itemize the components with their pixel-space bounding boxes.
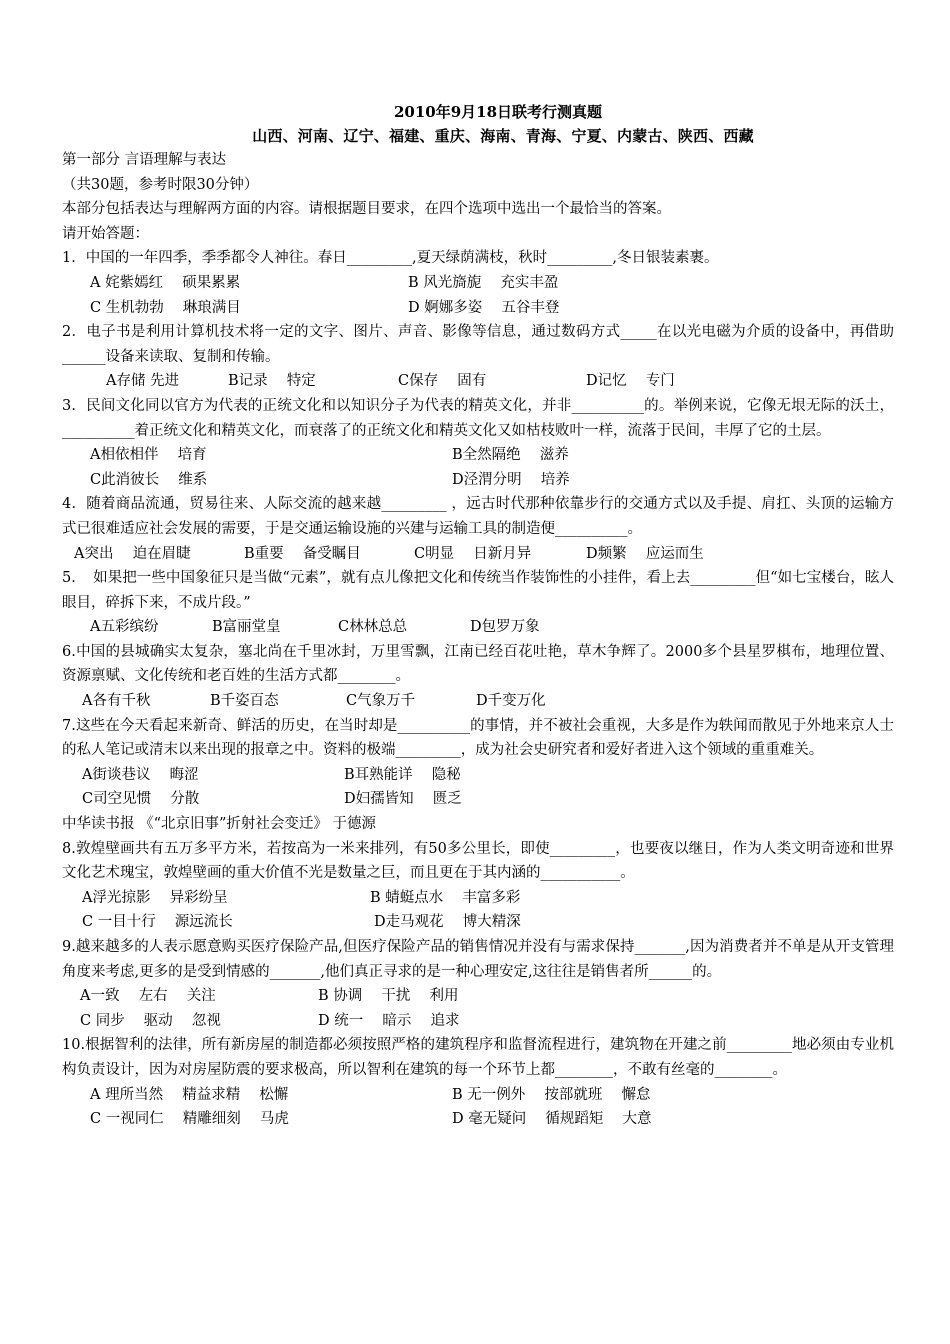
question-9-text: 9.越来越多的人表示愿意购买医疗保险产品,但医疗保险产品的销售情况并没有与需求保持_______,因为消费者并不单是从开支管理角度来考虑,更多的是受到情感的_______,他们真正寻求的是一种心理安定,这往往是销售者所______的。 (62, 939, 894, 980)
option-c: C保存 固有 (398, 373, 487, 390)
option-c: C司空见惯 分散 (82, 791, 200, 808)
option-c: C林林总总 (338, 619, 408, 636)
question-9-options-row2 (62, 1009, 894, 1034)
question-7-options-row1 (62, 763, 894, 788)
part-heading: 第一部分 言语理解与表达 (62, 152, 227, 168)
option-b: B耳熟能详 隐秘 (344, 766, 461, 783)
option-c: C明显 日新月异 (414, 545, 532, 562)
option-d: D包罗万象 (470, 619, 540, 636)
option-a: A五彩缤纷 (90, 619, 159, 636)
option-c: C 一目十行 源远流长 (82, 914, 233, 931)
option-b: B 无一例外 按部就班 懈怠 (452, 1086, 651, 1103)
option-a: A相依相伴 培育 (90, 447, 207, 464)
option-a: A街谈巷议 晦涩 (82, 766, 199, 783)
option-d: D泾渭分明 培养 (452, 471, 570, 488)
question-8-options-row2 (62, 910, 894, 935)
option-b: B 蜻蜓点水 丰富多彩 (370, 889, 521, 906)
question-1-options-row2 (62, 296, 894, 321)
option-a: A突出 迫在眉睫 (74, 545, 191, 562)
option-b: B 风光旖旎 充实丰盈 (408, 274, 559, 291)
document-subtitle: 山西、河南、辽宁、福建、重庆、海南、青海、宁夏、内蒙古、陕西、西藏 (252, 127, 754, 145)
option-d: D记忆 专门 (586, 373, 675, 390)
option-d: D千变万化 (476, 693, 546, 710)
option-c: C 一视同仁 精雕细刻 马虎 (90, 1111, 289, 1128)
option-d: D 婀娜多姿 五谷丰登 (408, 299, 560, 316)
option-a: A各有千秋 (82, 693, 151, 710)
question-1-text: 1．中国的一年四季，季季都令人神往。春日_________,夏天绿荫满枝，秋时_________,冬日银装素裹。 (62, 250, 719, 267)
question-7-options-row2 (62, 787, 894, 812)
option-a: A 姹紫嫣红 硕果累累 (90, 274, 241, 291)
option-b: B富丽堂皇 (212, 619, 281, 636)
question-2-options (62, 369, 894, 394)
question-6-options (62, 689, 894, 714)
question-3-text: 3．民间文化同以官方为代表的正统文化和以知识分子为代表的精英文化，并非__________的。举例来说，它像无垠无际的沃土，__________着正统文化和精英文化，而衰落了的正统文化和精英文化又如枯枝败叶一样，流落于民间，丰厚了它的土层。 (62, 397, 894, 439)
question-4-options (62, 542, 894, 567)
source-citation: 中华读书报 《“北京旧事”折射社会变迁》 于德源 (62, 816, 377, 833)
option-c: C 生机勃勃 琳琅满目 (90, 299, 241, 316)
question-6-text: 6.中国的县城确实太复杂，塞北尚在千里冰封，万里雪飘，江南已经百花吐艳，草木争辉了。2000多个县星罗棋布，地理位置、资源禀赋、文化传统和老百姓的生活方式都________。 (62, 643, 894, 685)
option-c: C此消彼长 维系 (90, 471, 208, 488)
option-a: A浮光掠影 异彩纷呈 (82, 889, 228, 906)
question-4-text: 4．随着商品流通，贸易往来、人际交流的越来越_________ ，远古时代那种依靠步行的交通方式以及手提、肩扛、头顶的运输方式已很难适应社会发展的需要，于是交通运输设施的兴建与运输工具的制造便__________。 (62, 496, 894, 537)
question-7-text: 7.这些在今天看起来新奇、鲜活的历史，在当时却是__________的事情，并不被社会重视，大多是作为轶闻而散见于外地来京人士的私人笔记或清末以来出现的报章之中。资料的极端_________，成为社会史研究者和爱好者进入这个领域的重重难关。 (62, 717, 894, 759)
option-c: C 同步 驱动 忽视 (80, 1012, 221, 1029)
question-2-text: 2．电子书是利用计算机技术将一定的文字、图片、声音、影像等信息，通过数码方式_____在以光电磁为介质的设备中，再借助______设备来读取、复制和传输。 (62, 324, 894, 365)
option-c: C气象万千 (346, 693, 416, 710)
start-prompt: 请开始答题： (62, 225, 149, 242)
question-5-text: 5． 如果把一些中国象征只是当做“元素”，就有点儿像把文化和传统当作装饰性的小挂件，看上去_________但“如七宝楼台，眩人眼目，碎拆下来，不成片段。” (62, 570, 894, 611)
option-b: B 协调 干扰 利用 (318, 988, 459, 1005)
question-1-options-row1 (62, 271, 894, 296)
question-9-options-row1 (62, 984, 894, 1009)
question-3-options-row1 (62, 443, 894, 468)
option-d: D走马观花 博大精深 (374, 914, 521, 931)
time-note: （共30题，参考时限30分钟） (62, 176, 259, 193)
option-a: A一致 左右 关注 (80, 988, 216, 1005)
question-10-text: 10.根据智利的法律，所有新房屋的制造都必须按照严格的建筑程序和监督流程进行，建筑物在开建之前_________地必须由专业机构负责设计，因为对房屋防震的要求极高，所以智利在建筑的每一个环节上都________，不敢有丝毫的________。 (62, 1037, 894, 1078)
option-a: A存储 先进 (106, 373, 180, 390)
option-b: B全然隔绝 滋养 (452, 447, 569, 464)
document-page (62, 100, 894, 1132)
question-3-options-row2 (62, 468, 894, 493)
option-d: D妇孺皆知 匮乏 (344, 791, 462, 808)
document-title: 2010年9月18日联考行测真题 (393, 103, 603, 121)
question-10-options-row1 (62, 1083, 894, 1108)
option-d: D频繁 应运而生 (586, 545, 704, 562)
option-d: D 毫无疑问 循规蹈矩 大意 (452, 1111, 652, 1128)
option-b: B千姿百态 (210, 693, 279, 710)
option-b: B记录 特定 (228, 373, 316, 390)
option-b: B重要 备受瞩目 (244, 545, 361, 562)
option-a: A 理所当然 精益求精 松懈 (90, 1086, 289, 1103)
instruction: 本部分包括表达与理解两方面的内容。请根据题目要求，在四个选项中选出一个最恰当的答案。 (62, 201, 671, 218)
question-5-options (62, 615, 894, 640)
question-8-options-row1 (62, 886, 894, 911)
question-10-options-row2 (62, 1107, 894, 1132)
question-8-text: 8.敦煌壁画共有五万多平方米，若按高为一米来排列，有50多公里长，即使_________，也要夜以继日，作为人类文明奇迹和世界文化艺术瑰宝，敦煌壁画的重大价值不光是数量之巨，而且更在于其内涵的___________。 (62, 840, 894, 882)
option-d: D 统一 暗示 追求 (318, 1012, 460, 1029)
